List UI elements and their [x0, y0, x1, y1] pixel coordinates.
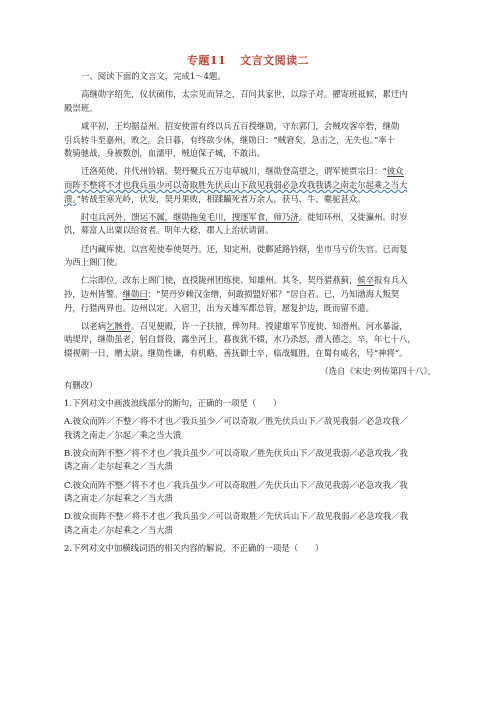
text-line	[64, 460, 436, 474]
text-line	[64, 492, 436, 506]
line-text: 有删改）	[64, 379, 98, 390]
text-line	[64, 193, 436, 207]
text-line	[64, 379, 436, 393]
line-text: 迁洛苑使、并代州钤辖。契丹聚兵五万屯草城川，继勋登高望之，谓军使贾宗曰：“	[81, 166, 387, 177]
wavy-underlined-text: 溃。	[64, 193, 77, 204]
line-text: 诱之南／走尔起乘之／当大溃	[64, 461, 173, 472]
text-line	[64, 70, 436, 84]
line-text: A.彼众而阵／不整／将不才也／我兵虽少／可以奇取／胜先伏兵山下／敌见我弱／必急攻我／	[64, 416, 408, 427]
line-text: 辍视朝一日，赠太尉。继勋性谦，有机略，善抚御士卒，临战辄胜，在蜀有威名，号“神将”。	[64, 348, 408, 359]
line-text: 丹，行猎两界也。边州以定。入宿卫，出为天雄军都总管，愿复护边，既而留不遣。	[64, 302, 374, 313]
line-text-after: 。徙知环州，又徙瀛州。时岁	[298, 211, 408, 222]
line-text: C.彼众而阵不整／将不才也／我兵虽少／可以奇取胜／先伏兵山下／敌见我弱／必急攻我／我	[64, 479, 408, 490]
line-text: 为西上阁门使。	[64, 257, 123, 268]
line-text: 引兵转斗至嘉州，败之。会日暮，有终欲少休，继勋曰：“贼窘矣，急击之，无失也。”率十	[64, 134, 395, 145]
line-text-after: ：“契丹岁赖汉金缯，何敢损盟好邪？”居自若。已，乃知渤海人叛契	[147, 288, 400, 299]
line-text-after: 。召见便殿，许一子扶掖，俾勿拜。授建雄军节度使、知滑州。河水暴溢，	[131, 320, 408, 331]
text-line	[64, 224, 436, 238]
text-line	[64, 429, 436, 443]
text-line	[64, 243, 436, 257]
text-line	[64, 333, 436, 347]
line-text: 一、阅读下面的文言文，完成1～4题。	[81, 71, 226, 81]
line-text: 1.下列对文中画波浪线部分的断句，正确的一项是（ ）	[64, 397, 282, 408]
text-line	[64, 134, 436, 148]
line-text: 迁内藏库使，以宫苑使奉使契丹。还，知定州，徙鄜延路钤辖，坐市马亏价失官。已而复	[81, 243, 408, 254]
text-line	[64, 256, 436, 270]
underlined-text: 彼众	[386, 166, 404, 177]
text-line	[64, 542, 436, 556]
line-text: 仁宗即位，改东上阁门使，直授陇州团练使、知雄州。其冬，契丹猎燕蓟，	[81, 275, 358, 286]
text-line	[64, 397, 436, 411]
underlined-text: 候卒	[357, 275, 375, 286]
text-line	[64, 447, 436, 461]
line-text: 殿崇班。	[64, 102, 98, 113]
line-text-after: 报有兵入	[374, 275, 408, 286]
text-line	[64, 320, 436, 334]
text-line	[64, 524, 436, 538]
line-text: 饥，募富人出粟以给贫者。明年大稔，郡人上治状请留。	[64, 225, 274, 236]
page-title	[0, 52, 496, 68]
line-text: （选自《宋史·列传第四十八》，	[320, 366, 436, 377]
text-line	[64, 102, 436, 116]
text-line	[64, 302, 436, 316]
line-text: 以老病	[81, 320, 107, 331]
text-line	[64, 120, 436, 134]
document-body	[64, 70, 436, 556]
line-text: 2.下列对文中加横线词语的相关内容的解说，不正确的一项是（ ）	[64, 543, 324, 554]
underlined-text: 继勋曰	[122, 288, 148, 299]
text-line	[64, 365, 436, 379]
underlined-text: 乞骸骨	[106, 320, 132, 331]
line-text: B.彼众而阵不整／将不才也／我兵虽少／可以奇取／胜先伏兵山下／敌见我弱／必急攻我／我	[64, 447, 408, 458]
wavy-underlined-text: 而阵不整将不才也我兵虽少可以奇取胜先伏兵山下敌见我弱必急攻我我诱之南走尔起乘之当大	[64, 179, 408, 190]
line-text: 我诱之南走／尔起／乘之当大溃	[64, 429, 182, 440]
underlined-text: 时屯兵河外，馈运不属，继勋拖兔毛川，搜逐军食，师乃济	[81, 211, 299, 222]
line-text: D.彼众而阵不整／将不才也／我兵虽少／可以奇取胜／先伏兵山下／敌见我弱／必急攻我／我	[64, 511, 409, 522]
text-line	[64, 415, 436, 429]
text-line	[64, 165, 436, 179]
line-text: 抄，边州皆警。	[64, 288, 123, 299]
text-line	[64, 347, 436, 361]
line-text: 咸平初，王均据益州。招安使雷有终以兵五百授继勋，守东郭门，会贼攻客卒砦，继勋	[81, 120, 400, 131]
text-line	[64, 274, 436, 288]
text-line	[64, 179, 436, 193]
text-line	[64, 211, 436, 225]
line-text: 诱之南走／尔起乘之／当大溃	[64, 493, 173, 504]
text-line	[64, 479, 436, 493]
text-line	[64, 288, 436, 302]
line-text: 高继勋字绍先，仪状硕伟，太宗见而异之，召问其家世，以琮子对。擢寄班祗候，累迁内	[81, 89, 408, 100]
text-line	[64, 147, 436, 161]
line-text: 啮堤岸，继勋虽老，躬自督役，露坐河上，暮夜犹不辍，水乃杀怒，滑人德之。卒，年七十八，	[64, 334, 416, 345]
title-number: 专题11	[186, 54, 227, 67]
line-text: ”转战至寒光岭，伏发，契丹果败，相蹂躏死者万余人，获马、牛、橐驼甚众。	[76, 193, 366, 204]
title-text: 文言文阅读二	[240, 54, 310, 67]
text-line	[64, 88, 436, 102]
line-text: 数骑驰战，身被数创，血濡甲，贼迫保子城，不敢出。	[64, 148, 265, 159]
text-line	[64, 510, 436, 524]
line-text: 诱之南走／尔起乘之／当大溃	[64, 525, 173, 536]
